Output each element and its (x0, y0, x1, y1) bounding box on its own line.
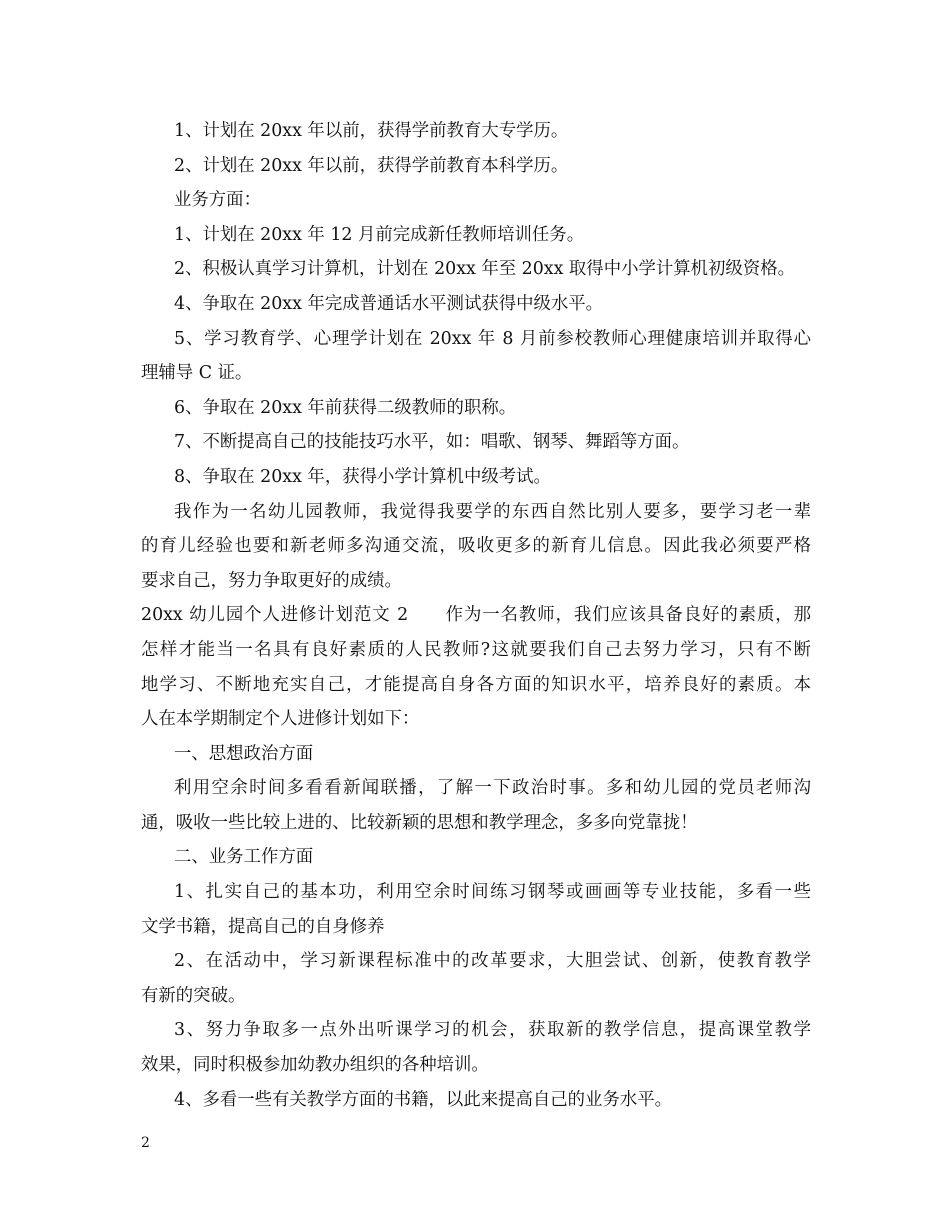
paragraph-line: 有新的突破。 (141, 985, 246, 1006)
paragraph-line: 4、多看一些有关教学方面的书籍，以此来提高自己的业务水平。 (174, 1089, 673, 1110)
paragraph-line: 2、在活动中，学习新课程标准中的改革要求，大胆尝试、创新，使教育教学 (174, 951, 811, 972)
text-line: 理辅导 C 证。 (141, 363, 253, 384)
paragraph-line: 20xx 幼儿园个人进修计划范文 2 作为一名教师，我们应该具备良好的素质，那 (141, 605, 811, 626)
paragraph-line: 通，吸收一些比较上进的、比较新颖的思想和教学理念，多多向党靠拢！ (141, 812, 698, 833)
text-line: 1、计划在 20xx 年 12 月前完成新任教师培训任务。 (174, 224, 585, 245)
section-heading: 一、思想政治方面 (174, 743, 314, 764)
paragraph-line: 利用空余时间多看看新闻联播，了解一下政治时事。多和幼儿园的党员老师沟 (174, 778, 811, 799)
paragraph-line: 怎样才能当一名具有良好素质的人民教师?这就要我们自己去努力学习，只有不断 (141, 639, 811, 660)
page-number: 2 (141, 1135, 150, 1151)
text-line: 1、计划在 20xx 年以前，获得学前教育大专学历。 (174, 121, 569, 141)
text-line: 5、学习教育学、心理学计划在 20xx 年 8 月前参校教师心理健康培训并取得心 (174, 328, 811, 349)
paragraph-line: 文学书籍，提高自己的自身修养 (141, 916, 385, 937)
paragraph-line: 效果，同时积极参加幼教办组织的各种培训。 (141, 1055, 489, 1076)
paragraph-line: 1、扎实自己的基本功，利用空余时间练习钢琴或画画等专业技能，多看一些 (174, 882, 811, 903)
section-heading: 业务方面： (174, 190, 261, 211)
section-heading: 二、业务工作方面 (174, 847, 314, 868)
text-line: 8、争取在 20xx 年，获得小学计算机中级考试。 (174, 466, 551, 487)
paragraph-line: 人在本学期制定个人进修计划如下： (141, 709, 420, 730)
document-body (141, 114, 811, 1117)
paragraph-line: 的育儿经验也要和新老师多沟通交流，吸收更多的新育儿信息。因此我必须要严格 (141, 536, 811, 557)
text-line: 6、争取在 20xx 年前获得二级教师的职称。 (174, 397, 517, 418)
paragraph-line: 我作为一名幼儿园教师，我觉得我要学的东西自然比别人要多，要学习老一辈 (174, 501, 811, 522)
text-line: 4、争取在 20xx 年完成普通话水平测试获得中级水平。 (174, 293, 604, 314)
text-line: 2、积极认真学习计算机，计划在 20xx 年至 20xx 取得中小学计算机初级资格。 (174, 259, 795, 280)
text-line: 2、计划在 20xx 年以前，获得学前教育本科学历。 (174, 155, 569, 176)
paragraph-line: 3、努力争取多一点外出听课学习的机会，获取新的教学信息，提高课堂教学 (174, 1020, 811, 1041)
text-line: 7、不断提高自己的技能技巧水平，如：唱歌、钢琴、舞蹈等方面。 (174, 432, 690, 453)
paragraph-line: 地学习、不断地充实自己，才能提高自身各方面的知识水平，培养良好的素质。本 (141, 674, 811, 695)
paragraph-line: 要求自己，努力争取更好的成绩。 (141, 570, 402, 591)
